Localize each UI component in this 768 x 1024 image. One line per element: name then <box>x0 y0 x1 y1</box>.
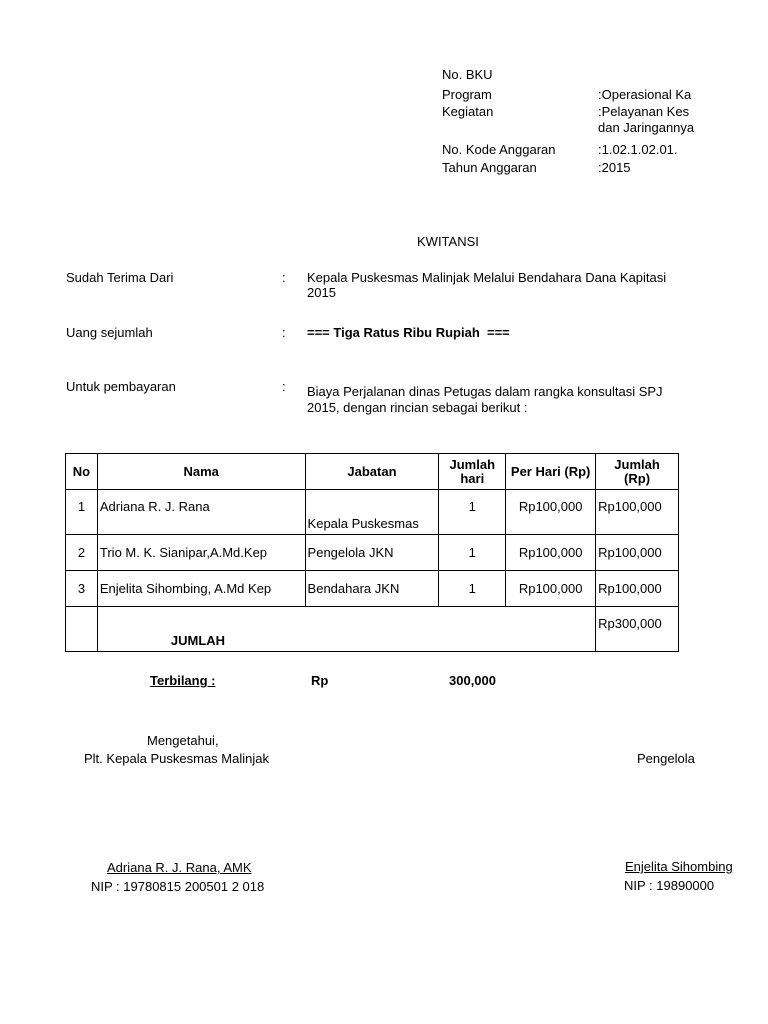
header-nama: Nama <box>97 454 305 490</box>
terima-value-line2: 2015 <box>307 285 336 300</box>
terima-colon: : <box>282 270 286 285</box>
kode-anggaran-value: :1.02.1.02.01. <box>598 142 678 157</box>
sign-left-mengetahui: Mengetahui, <box>147 733 219 748</box>
header-jumlah-hari-line1: Jumlah <box>449 456 496 472</box>
row-no: 3 <box>66 571 98 607</box>
row-jumlah: Rp100,000 <box>596 571 679 607</box>
row-per-hari: Rp100,000 <box>506 571 596 607</box>
sign-left-nip: NIP : 19780815 200501 2 018 <box>91 879 265 894</box>
kegiatan-label: Kegiatan <box>442 104 494 119</box>
header-no: No <box>66 454 98 490</box>
row-hari: 1 <box>439 490 506 535</box>
table-row <box>66 535 679 571</box>
row-hari: 1 <box>439 571 506 607</box>
untuk-value-line2: 2015, dengan rincian sebagai berikut : <box>307 400 528 415</box>
row-jumlah: Rp100,000 <box>596 535 679 571</box>
uang-value: === Tiga Ratus Ribu Rupiah === <box>307 325 510 340</box>
terima-value-line1: Kepala Puskesmas Malinjak Melalui Bendahara Dana Kapitasi <box>307 270 667 285</box>
sign-right-nip: NIP : 19890000 <box>624 878 715 893</box>
row-per-hari: Rp100,000 <box>506 490 596 535</box>
row-per-hari: Rp100,000 <box>506 535 596 571</box>
program-value: :Operasional Ka <box>598 87 692 102</box>
document-title: KWITANSI <box>417 234 479 249</box>
row-no: 2 <box>66 535 98 571</box>
row-jumlah: Rp100,000 <box>596 490 679 535</box>
header-jumlah-hari-line2: hari <box>460 470 485 486</box>
row-nama: Enjelita Sihombing, A.Md Kep <box>97 571 305 607</box>
header-per-hari: Per Hari (Rp) <box>506 454 596 490</box>
row-jabatan: Kepala Puskesmas <box>305 490 439 535</box>
row-no: 1 <box>66 490 98 535</box>
uang-label: Uang sejumlah <box>66 325 153 340</box>
rincian-table <box>65 453 679 652</box>
header-jumlah-rp-line1: Jumlah <box>614 456 660 472</box>
header-jabatan: Jabatan <box>305 454 439 490</box>
table-total-row <box>66 607 679 652</box>
table-header-row <box>66 454 679 490</box>
row-hari: 1 <box>439 535 506 571</box>
header-jumlah-rp <box>596 454 679 490</box>
row-nama: Adriana R. J. Rana <box>97 490 305 535</box>
sign-left-title: Plt. Kepala Puskesmas Malinjak <box>84 751 269 766</box>
tahun-anggaran-label: Tahun Anggaran <box>442 160 537 175</box>
terima-label: Sudah Terima Dari <box>66 270 174 285</box>
sign-right-name: Enjelita Sihombing <box>625 859 733 874</box>
terbilang-label: Terbilang : <box>150 673 216 688</box>
total-empty-cell <box>66 607 98 652</box>
kegiatan-value-line2: dan Jaringannya <box>598 120 695 135</box>
no-bku-label: No. BKU <box>442 67 493 82</box>
table-row <box>66 490 679 535</box>
program-label: Program <box>442 87 492 102</box>
header-jumlah-rp-line2: (Rp) <box>624 470 651 486</box>
terbilang-amount: 300,000 <box>449 673 496 688</box>
kode-anggaran-label: No. Kode Anggaran <box>442 142 556 157</box>
uang-colon: : <box>282 325 286 340</box>
tahun-anggaran-value: :2015 <box>598 160 631 175</box>
total-label: JUMLAH <box>97 607 595 652</box>
header-jumlah-hari <box>439 454 506 490</box>
row-jabatan: Bendahara JKN <box>305 571 439 607</box>
row-jabatan: Pengelola JKN <box>305 535 439 571</box>
untuk-value-line1: Biaya Perjalanan dinas Petugas dalam rangka konsultasi SPJ <box>307 384 663 399</box>
untuk-colon: : <box>282 379 286 394</box>
sign-left-name: Adriana R. J. Rana, AMK <box>107 860 252 875</box>
sign-right-title: Pengelola <box>637 751 695 766</box>
untuk-label: Untuk pembayaran <box>66 379 176 394</box>
row-nama: Trio M. K. Sianipar,A.Md.Kep <box>97 535 305 571</box>
terbilang-currency: Rp <box>311 673 329 688</box>
table-row <box>66 571 679 607</box>
kegiatan-value-line1: :Pelayanan Kes <box>598 104 690 119</box>
total-value: Rp300,000 <box>596 607 679 652</box>
